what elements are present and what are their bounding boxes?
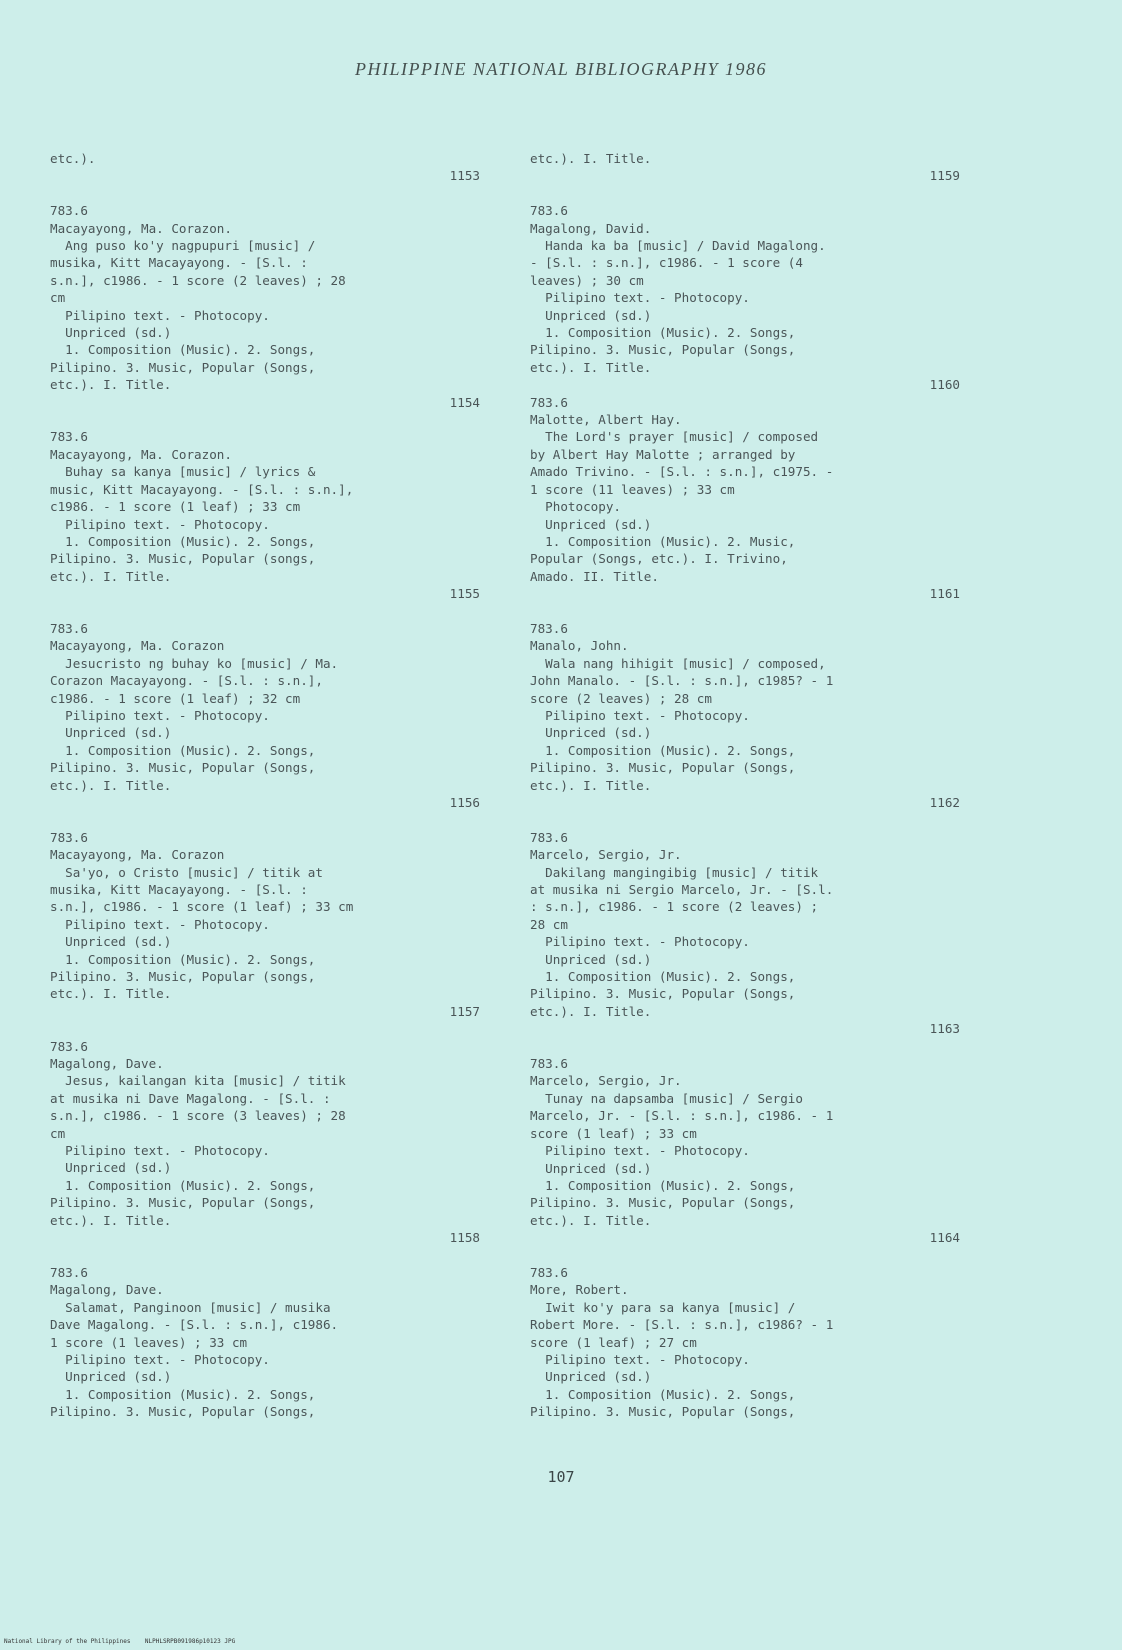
entry-line: Pilipino text. - Photocopy. (50, 1143, 270, 1159)
entry-number: 1155 (449, 586, 480, 602)
entry-line: Magalong, Dave. (50, 1282, 164, 1298)
entry-line: 783.6 (530, 620, 568, 636)
entry-line: Macayayong, Ma. Corazon. (50, 446, 232, 462)
entry-line: Pilipino text. - Photocopy. (530, 707, 750, 723)
entry-line: Malotte, Albert Hay. (530, 412, 682, 428)
entry-line: Unpriced (sd.) (50, 1160, 172, 1176)
entry-line: Unpriced (sd.) (530, 516, 652, 532)
entry-line: 28 cm (530, 916, 568, 932)
line-gap (50, 603, 480, 620)
entry-line: Unpriced (sd.) (50, 1369, 172, 1385)
entry-line: Pilipino text. - Photocopy. (530, 934, 750, 950)
entry-line: 783.6 (530, 829, 568, 845)
entry-line: etc.). I. Title. (50, 986, 172, 1002)
entry-line: 783.6 (50, 1038, 88, 1054)
entry-line: leaves) ; 30 cm (530, 272, 644, 288)
entry-line: Dakilang mangingibig [music] / titik (530, 864, 819, 880)
entry-line: 783.6 (50, 829, 88, 845)
entry-line: Buhay sa kanya [music] / lyrics & (50, 464, 316, 480)
entry-line: Marcelo, Sergio, Jr. (530, 1073, 682, 1089)
line-gap (50, 185, 480, 202)
entry-line: : s.n.], c1986. - 1 score (2 leaves) ; (530, 899, 819, 915)
entry-line: Pilipino. 3. Music, Popular (Songs, (50, 1195, 316, 1211)
entry-line: at musika ni Dave Magalong. - [S.l. : (50, 1090, 331, 1106)
entry-line: by Albert Hay Malotte ; arranged by (530, 446, 796, 462)
line-gap (530, 185, 960, 202)
entry-line: Dave Magalong. - [S.l. : s.n.], c1986. (50, 1317, 339, 1333)
entry-line: 1. Composition (Music). 2. Songs, (50, 742, 316, 758)
entry-line: Amado. II. Title. (530, 568, 659, 584)
line-gap (50, 811, 480, 828)
entry-line: The Lord's prayer [music] / composed (530, 429, 819, 445)
entry-line: Pilipino. 3. Music, Popular (Songs, (50, 1404, 316, 1420)
entry-number: 1162 (929, 795, 960, 810)
entry-number: 1161 (929, 586, 960, 602)
entry-line: etc.). I. Title. (530, 151, 652, 166)
entry-number: 1157 (449, 1003, 480, 1019)
entry-line: 783.6 (530, 1056, 568, 1072)
entry-line: Magalong, David. (530, 220, 652, 236)
entry-line: Pilipino text. - Photocopy. (50, 307, 270, 323)
entry-line: Pilipino. 3. Music, Popular (Songs, (530, 1195, 796, 1211)
entry-line: Marcelo, Sergio, Jr. (530, 847, 682, 863)
entry-line: - [S.l. : s.n.], c1986. - 1 score (4 (530, 255, 803, 271)
entry-line: 1 score (11 leaves) ; 33 cm (530, 481, 735, 497)
entry-line: 783.6 (50, 203, 88, 219)
page-number: 107 (547, 1468, 575, 1486)
entry-line: at musika ni Sergio Marcelo, Jr. - [S.l. (530, 882, 834, 898)
entry-line: score (1 leaf) ; 33 cm (530, 1125, 697, 1141)
entry-line: Pilipino text. - Photocopy. (50, 1351, 270, 1367)
entry-line: Pilipino. 3. Music, Popular (Songs, (530, 760, 796, 776)
entry-line: Unpriced (sd.) (50, 725, 172, 741)
entry-line: Manalo, John. (530, 638, 629, 654)
entry-line: Amado Trivino. - [S.l. : s.n.], c1975. - (530, 464, 834, 480)
entry-line: 783.6 (50, 429, 88, 445)
line-gap (50, 1247, 480, 1264)
entry-line: More, Robert. (530, 1282, 629, 1298)
entry-line: 1. Composition (Music). 2. Music, (530, 533, 796, 549)
line-gap (530, 811, 960, 828)
entry-line: 783.6 (50, 1264, 88, 1280)
entry-line: Pilipino. 3. Music, Popular (Songs, (530, 1404, 796, 1420)
entry-line: etc.). I. Title. (50, 777, 172, 793)
entry-line: Ang puso ko'y nagpupuri [music] / (50, 238, 316, 254)
entry-line: Pilipino text. - Photocopy. (50, 707, 270, 723)
entry-line: music, Kitt Macayayong. - [S.l. : s.n.], (50, 481, 354, 497)
entry-line: Photocopy. (530, 499, 621, 515)
entry-line: Macayayong, Ma. Corazon (50, 847, 225, 863)
entry-line: score (2 leaves) ; 28 cm (530, 690, 712, 706)
entry-line: s.n.], c1986. - 1 score (2 leaves) ; 28 (50, 272, 346, 288)
entry-line: etc.). I. Title. (530, 777, 652, 793)
entry-line: Macayayong, Ma. Corazon (50, 638, 225, 654)
entry-line: Iwit ko'y para sa kanya [music] / (530, 1299, 796, 1315)
line-gap (50, 411, 480, 428)
entry-line: Pilipino. 3. Music, Popular (Songs, (530, 986, 796, 1002)
entry-line: Robert More. - [S.l. : s.n.], c1986? - 1 (530, 1317, 834, 1333)
entry-line: Unpriced (sd.) (50, 934, 172, 950)
entry-line: Pilipino text. - Photocopy. (530, 1143, 750, 1159)
entry-line: Unpriced (sd.) (530, 1369, 652, 1385)
entry-line: score (1 leaf) ; 27 cm (530, 1334, 697, 1350)
entry-line: Macayayong, Ma. Corazon. (50, 220, 232, 236)
entry-line: 1. Composition (Music). 2. Songs, (50, 1177, 316, 1193)
entry-line: Handa ka ba [music] / David Magalong. (530, 238, 826, 254)
entry-line: Pilipino text. - Photocopy. (530, 290, 750, 306)
entry-number: 1156 (449, 794, 480, 810)
entry-line: etc.). I. Title. (530, 359, 652, 375)
entry-line: Pilipino. 3. Music, Popular (Songs, (530, 342, 796, 358)
entry-number: 1163 (929, 1021, 960, 1037)
entry-number: 1158 (449, 1230, 480, 1246)
entry-line: Pilipino text. - Photocopy. (530, 1351, 750, 1367)
entry-line: etc.). I. Title. (50, 1212, 172, 1228)
line-gap (50, 1020, 480, 1037)
entry-line: s.n.], c1986. - 1 score (3 leaves) ; 28 (50, 1108, 346, 1124)
entry-line: 1 score (1 leaves) ; 33 cm (50, 1334, 248, 1350)
entry-line: Sa'yo, o Cristo [music] / titik at (50, 864, 323, 880)
entry-line: Pilipino. 3. Music, Popular (Songs, (50, 359, 316, 375)
line-gap (530, 1247, 960, 1264)
entry-line: Pilipino text. - Photocopy. (50, 516, 270, 532)
entry-line: etc.). I. Title. (530, 1212, 652, 1228)
right-column (530, 150, 960, 1421)
entry-line: Unpriced (sd.) (530, 1160, 652, 1176)
page-header: PHILIPPINE NATIONAL BIBLIOGRAPHY 1986 (355, 59, 767, 79)
entry-line: etc.). I. Title. (50, 568, 172, 584)
entry-line: Unpriced (sd.) (530, 307, 652, 323)
entry-number: 1164 (929, 1230, 960, 1246)
entry-line: 1. Composition (Music). 2. Songs, (50, 951, 316, 967)
entry-line: Pilipino text. - Photocopy. (50, 916, 270, 932)
entry-line: Unpriced (sd.) (530, 725, 652, 741)
entry-line: Jesucristo ng buhay ko [music] / Ma. (50, 655, 339, 671)
line-gap (530, 603, 960, 620)
entry-line: Marcelo, Jr. - [S.l. : s.n.], c1986. - 1 (530, 1108, 834, 1124)
entry-line: 783.6 (530, 1264, 568, 1280)
entry-line: Salamat, Panginoon [music] / musika (50, 1299, 331, 1315)
entry-line: c1986. - 1 score (1 leaf) ; 33 cm (50, 499, 301, 515)
entry-line: etc.). I. Title. (50, 377, 172, 393)
entry-line: 1. Composition (Music). 2. Songs, (530, 1177, 796, 1193)
entry-line: musika, Kitt Macayayong. - [S.l. : (50, 255, 308, 271)
line-gap (530, 1038, 960, 1055)
entry-line: c1986. - 1 score (1 leaf) ; 32 cm (50, 690, 301, 706)
entry-line: Unpriced (sd.) (530, 951, 652, 967)
entry-number: 1160 (929, 377, 960, 393)
entry-line: Unpriced (sd.) (50, 325, 172, 341)
entry-line: etc.). I. Title. (530, 1003, 652, 1019)
entry-number: 1154 (449, 394, 480, 410)
entry-line: Popular (Songs, etc.). I. Trivino, (530, 551, 788, 567)
entry-line: musika, Kitt Macayayong. - [S.l. : (50, 882, 308, 897)
entry-line: 783.6 (530, 203, 568, 219)
entry-line: Pilipino. 3. Music, Popular (songs, (50, 551, 316, 567)
entry-number: 1153 (449, 168, 480, 184)
entry-line: etc.). (50, 151, 96, 166)
entry-line: Pilipino. 3. Music, Popular (Songs, (50, 760, 316, 776)
scan-footer: National Library of the Philippines NLPHLSRPB091986p10123 JPG (4, 1638, 236, 1645)
entry-line: Tunay na dapsamba [music] / Sergio (530, 1090, 803, 1106)
left-column (50, 150, 480, 1421)
entry-line: 1. Composition (Music). 2. Songs, (530, 742, 796, 758)
entry-line: Jesus, kailangan kita [music] / titik (50, 1073, 346, 1089)
entry-line: 1. Composition (Music). 2. Songs, (530, 969, 796, 985)
entry-line: 783.6 (530, 394, 568, 410)
entry-line: 1. Composition (Music). 2. Songs, (50, 533, 316, 549)
entry-line: s.n.], c1986. - 1 score (1 leaf) ; 33 cm (50, 899, 354, 915)
entry-line: 1. Composition (Music). 2. Songs, (50, 1386, 316, 1402)
entry-line: cm (50, 1125, 66, 1141)
entry-number: 1159 (929, 168, 960, 184)
entry-line: Magalong, Dave. (50, 1056, 164, 1072)
entry-line: 1. Composition (Music). 2. Songs, (530, 325, 796, 341)
entry-line: 1. Composition (Music). 2. Songs, (530, 1386, 796, 1402)
entry-line: 1. Composition (Music). 2. Songs, (50, 342, 316, 358)
entry-line: Corazon Macayayong. - [S.l. : s.n.], (50, 673, 323, 689)
entry-line: John Manalo. - [S.l. : s.n.], c1985? - 1 (530, 673, 834, 689)
entry-line: 783.6 (50, 620, 88, 636)
entry-line: Wala nang hihigit [music] / composed, (530, 655, 826, 671)
entry-line: Pilipino. 3. Music, Popular (songs, (50, 969, 316, 985)
entry-line: cm (50, 290, 66, 306)
